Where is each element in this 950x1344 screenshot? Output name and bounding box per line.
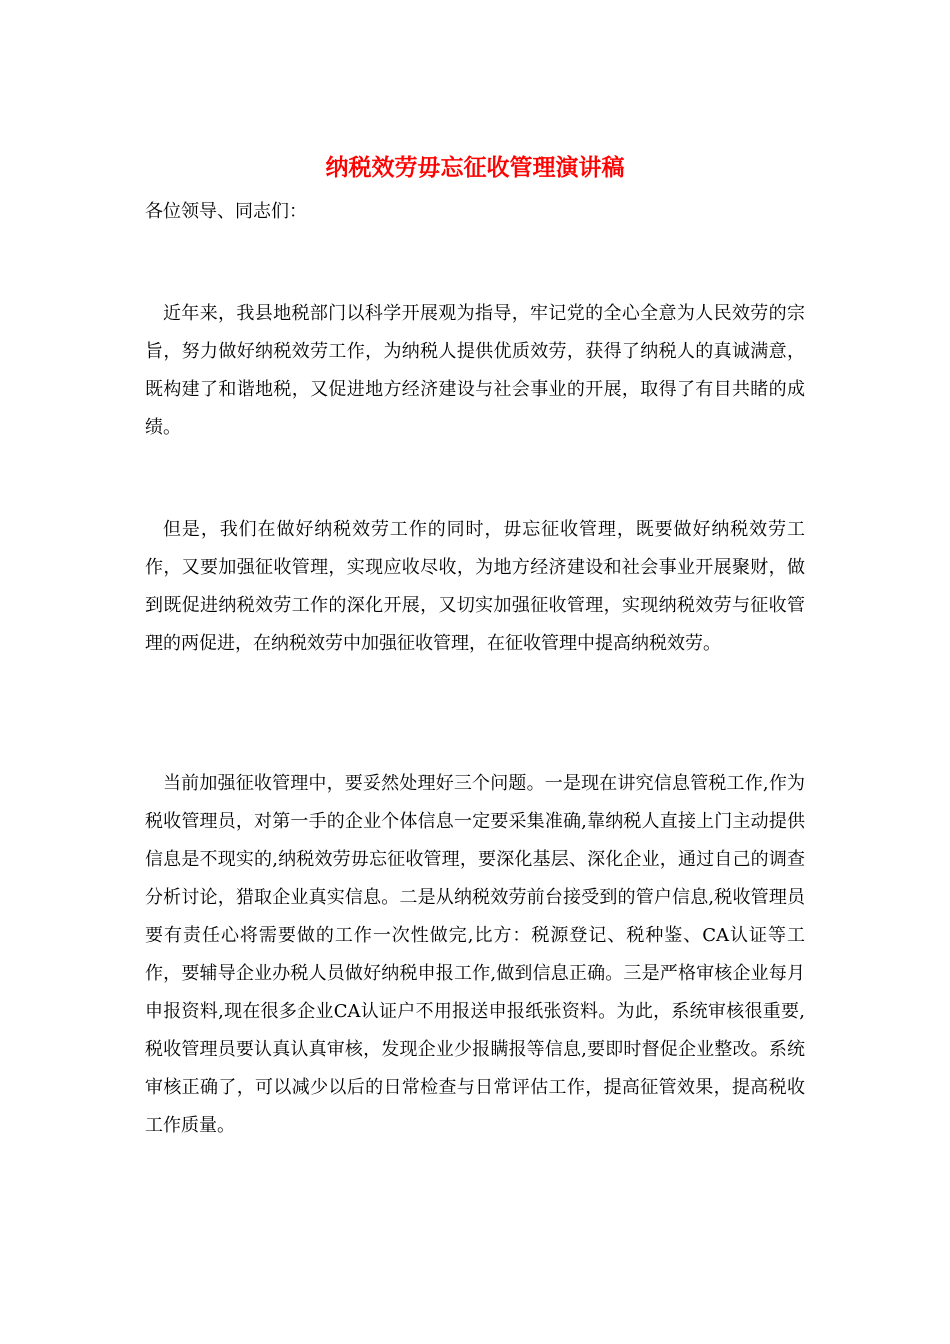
paragraph-2: 但是，我们在做好纳税效劳工作的同时，毋忘征收管理，既要做好纳税效劳工作，又要加强征收管理，实现应收尽收，为地方经济建设和社会事业开展聚财，做到既促进纳税效劳工作的深化开展，又切实加强征收管理，实现纳税效劳与征收管理的两促进，在纳税效劳中加强征收管理，在征收管理中提高纳税效劳。	[145, 519, 805, 654]
salutation: 各位领导、同志们：	[145, 201, 307, 222]
paragraph-3: 当前加强征收管理中，要妥然处理好三个问题。一是现在讲究信息管税工作,作为税收管理员，对第一手的企业个体信息一定要采集准确,靠纳税人直接上门主动提供信息是不现实的,纳税效劳毋忘征收管理，要深化基层、深化企业，通过自己的调查分析讨论，猎取企业真实信息。二是从纳税效劳前台接受到的管户信息,税收管理员要有责任心将需要做的工作一次性做完,比方：税源登记、税种鉴、CA认证等工作，要辅导企业办税人员做好纳税申报工作,做到信息正确。三是严格审核企业每月申报资料,现在很多企业CA认证户不用报送申报纸张资料。为此，系统审核很重要,税收管理员要认真认真审核，发现企业少报瞒报等信息,要即时督促企业整改。系统审核正确了，可以减少以后的日常检查与日常评估工作，提高征管效果，提高税收工作质量。	[145, 773, 805, 1136]
document-title: 纳税效劳毋忘征收管理演讲稿	[325, 154, 625, 181]
paragraph-1: 近年来，我县地税部门以科学开展观为指导，牢记党的全心全意为人民效劳的宗旨，努力做好纳税效劳工作，为纳税人提供优质效劳，获得了纳税人的真诚满意，既构建了和谐地税，又促进地方经济建设与社会事业的开展，取得了有目共睹的成绩。	[145, 303, 805, 438]
